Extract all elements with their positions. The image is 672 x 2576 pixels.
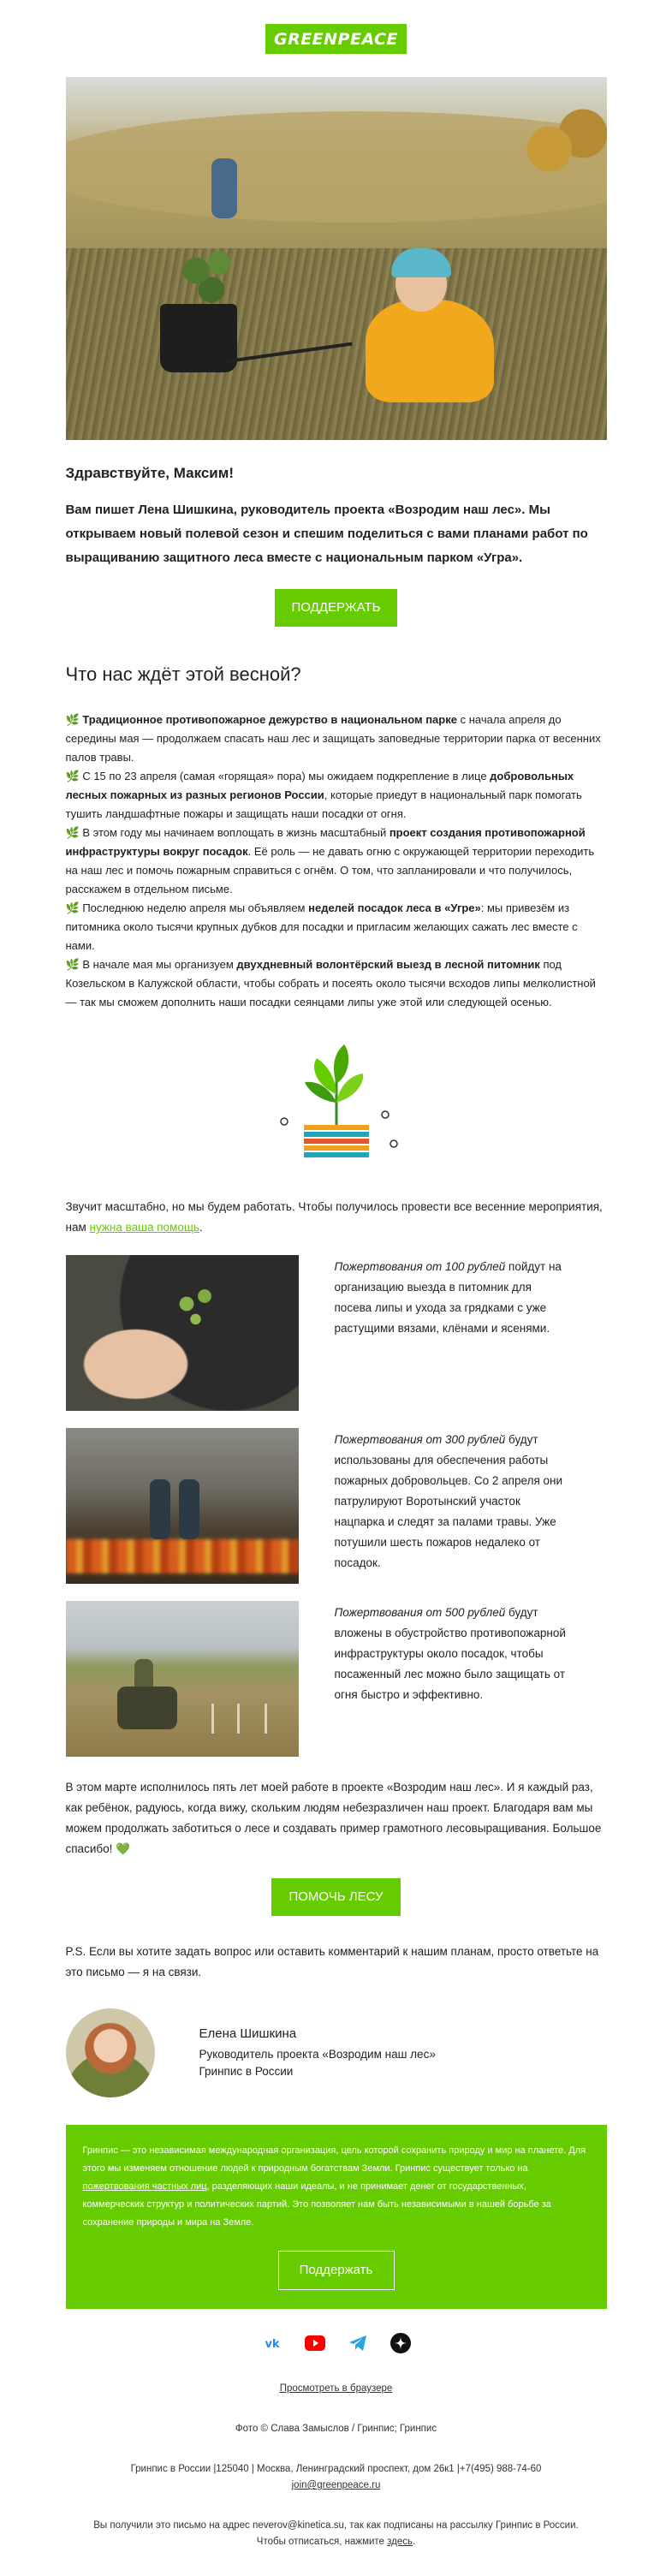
firefighters-photo <box>66 1428 299 1584</box>
list-item: 🌿 Традиционное противопожарное дежурство в национальном парке с начала апреля до середины мая — продолжаем спасать наш лес и защищать заповедные территории парка от весенних палов травы. <box>65 713 601 764</box>
view-in-browser-link[interactable]: Просмотреть в браузере <box>279 2383 393 2394</box>
social-links <box>0 2329 672 2357</box>
scale-text: Звучит масштабно, но мы будем работать. Чтобы получилось провести все весенние мероприятия, нам нужна ваша помощь. <box>65 1200 603 1234</box>
signature-org: Гринпис в России <box>199 2065 294 2078</box>
signature-role: Руководитель проекта «Возродим наш лес» <box>199 2048 436 2061</box>
greenpeace-logo[interactable]: GREENPEACE <box>265 24 407 54</box>
leaf-icon: 🌿 <box>65 826 80 839</box>
ps-text: P.S. Если вы хотите задать вопрос или оставить комментарий к нашим планам, просто ответьте на это письмо — я на связи. <box>65 1945 599 1978</box>
list-item: 🌿 В начале мая мы организуем двухдневный волонтёрский выезд в лесной питомник под Козельском в Калужской области, чтобы собрать и посеять около тысячи всходов липы мелколистной — так мы сможем дополнить наши посадки сеянцами липы уже этой или следующей осенью. <box>65 958 596 1008</box>
leaf-icon: 🌿 <box>65 958 80 971</box>
donation-500: Пожертвования от 500 рублей будут вложены в обустройство противопожарной инфраструктуры около посадок, чтобы посаженный лес можно было защищать от огня быстро и эффективно. <box>66 1601 607 1757</box>
seedling-photo <box>66 1255 299 1411</box>
vk-icon[interactable] <box>262 2333 282 2353</box>
help-forest-button[interactable]: ПОМОЧЬ ЛЕСУ <box>271 1878 400 1916</box>
youtube-icon[interactable] <box>305 2333 325 2353</box>
unsubscribe-link[interactable]: здесь <box>387 2537 413 2547</box>
address: Гринпис в России |125040 | Москва, Ленинградский проспект, дом 26к1 |+7(495) 988-74-60 <box>130 2464 542 2474</box>
need-help-link[interactable]: нужна ваша помощь <box>89 1221 199 1234</box>
greeting: Здравствуйте, Максим! <box>65 465 234 481</box>
private-donations-link[interactable]: пожертвования частных лиц <box>82 2181 207 2192</box>
list-item: 🌿 Последнюю неделю апреля мы объявляем неделей посадок леса в «Угре»: мы привезём из питомника около тысячи крупных дубков для посадки и пригласим желающих сажать лес вместе с нами. <box>65 901 578 952</box>
zen-icon[interactable] <box>390 2333 411 2353</box>
unsubscribe-text: Чтобы отписаться, нажмите здесь. <box>256 2537 416 2547</box>
green-heart-icon: 💚 <box>116 1842 130 1855</box>
avatar <box>66 2008 155 2097</box>
closing-text: В этом марте исполнилось пять лет моей работе в проекте «Возродим наш лес». И я каждый раз, как ребёнок, радуюсь, когда вижу, скольким людям небезразличен наш проект. Благодаря вам мы можем продолжать заботиться о лесе и создавать пример грамотного лесовыращивания. Большое спасибо! 💚 <box>65 1781 602 1855</box>
signature-name: Елена Шишкина <box>199 2026 297 2041</box>
svg-text:vk: vk <box>264 2338 280 2350</box>
leaf-icon: 🌿 <box>65 770 80 782</box>
donation-100: Пожертвования от 100 рублей пойдут на организацию выезда в питомник для посева липы и ухода за грядками с уже растущими вязами, клёнами и ясенями. <box>66 1255 607 1411</box>
photo-credit: Фото © Слава Замыслов / Гринпис; Гринпис <box>235 2424 437 2434</box>
support-button[interactable]: ПОДДЕРЖАТЬ <box>275 589 398 627</box>
leaf-icon: 🌿 <box>65 901 80 914</box>
email-link[interactable]: join@greenpeace.ru <box>291 2480 381 2490</box>
section-title: Что нас ждёт этой весной? <box>65 663 301 685</box>
list-item: 🌿 В этом году мы начинаем воплощать в жизнь масштабный проект создания противопожарной инфраструктуры вокруг посадок. Её роль — не давать огню с окружающей территории переходить на наш лес и помочь пожарным справиться с огнём. О том, что запланировали и что получилось, расскажем в отдельном письме. <box>65 826 595 895</box>
about-block: Гринпис — это независимая международная организация, цель которой сохранить природу и мир на планете. Для этого мы изменяем отношение людей к природным богатствам Земли. Гринпис существует только на пожертвования частных лиц, разделяющих наши идеалы, и не принимает денег от государственных, коммерческих структур и политических партий. Это позволяет нам быть независимыми в нашей борьбе за сохранение природы и мира на Земле. Поддержать <box>66 2125 607 2309</box>
subscription-info: Вы получили это письмо на адрес neverov@kinetica.su, так как подписаны на рассылку Гринпис в России. <box>93 2520 579 2531</box>
plans-list <box>66 711 607 1012</box>
leaf-icon: 🌿 <box>65 713 80 726</box>
tractor-photo <box>66 1601 299 1757</box>
signature <box>66 2008 607 2097</box>
telegram-icon[interactable] <box>348 2333 368 2353</box>
footer-support-button[interactable]: Поддержать <box>278 2251 395 2290</box>
hero-photo <box>66 77 607 440</box>
list-item: 🌿 С 15 по 23 апреля (самая «горящая» пора) мы ожидаем подкрепление в лице добровольных лесных пожарных из разных регионов России, которые приедут в национальный парк помогать тушить ландшафтные пожары и защищать наши посадки от огня. <box>65 770 582 820</box>
donation-300: Пожертвования от 300 рублей будут использованы для обеспечения работы пожарных добровольцев. Со 2 апреля они патрулируют Воротынский участок нацпарка и следят за палами травы. Уже потушили шесть пожаров недалеко от посадок. <box>66 1428 607 1584</box>
intro-text: Вам пишет Лена Шишкина, руководитель проекта «Возродим наш лес». Мы открываем новый полевой сезон и спешим поделиться с вами планами работ по выращиванию защитного леса вместе с национальным парком «Угра». <box>65 503 588 565</box>
sprout-illustration <box>66 1029 607 1175</box>
header <box>0 0 672 77</box>
